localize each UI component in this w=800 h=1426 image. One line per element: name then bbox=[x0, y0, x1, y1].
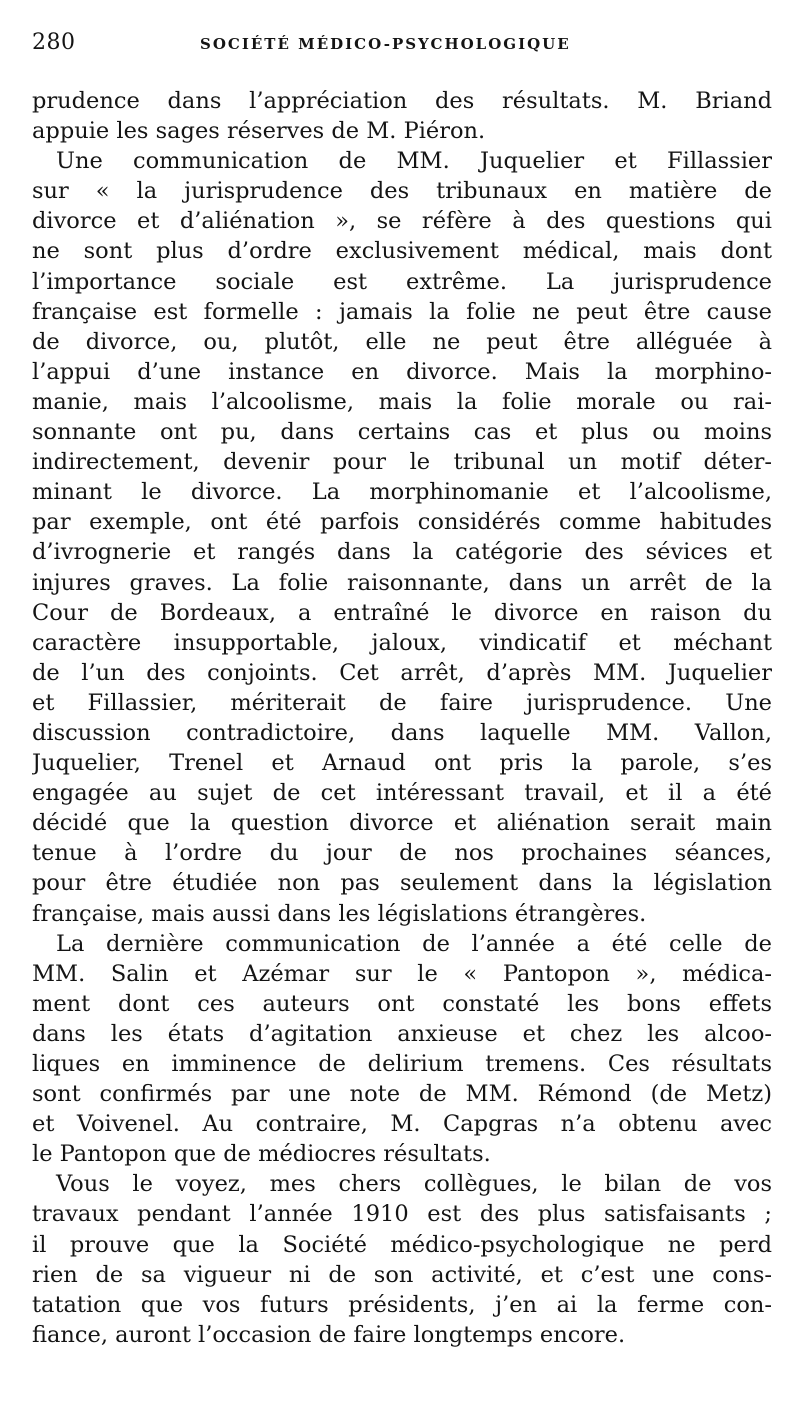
text-line: d’ivrognerie et rangés dans la catégorie des sévices et bbox=[32, 539, 772, 566]
text-line: fiance, auront l’occasion de faire longtemps encore. bbox=[32, 1321, 626, 1348]
text-line: sonnante ont pu, dans certains cas et plus ou moins bbox=[32, 419, 772, 446]
text-line: travaux pendant l’année 1910 est des plus satisfaisants ; bbox=[32, 1201, 772, 1228]
text-line: rien de sa vigueur ni de son activité, et c’est une cons- bbox=[32, 1261, 772, 1288]
text-line: Vous le voyez, mes chers collègues, le bilan de vos bbox=[56, 1171, 772, 1198]
text-line: tatation que vos futurs présidents, j’en ai la ferme con- bbox=[32, 1291, 772, 1318]
text-line: de l’un des conjoints. Cet arrêt, d’après MM. Juquelier bbox=[32, 659, 772, 686]
text-line: MM. Salin et Azémar sur le « Pantopon », médica- bbox=[32, 960, 772, 987]
text-line: caractère insupportable, jaloux, vindicatif et méchant bbox=[32, 629, 772, 656]
text-line: indirectement, devenir pour le tribunal un motif déter- bbox=[32, 449, 772, 476]
running-head bbox=[32, 30, 772, 78]
body-text bbox=[32, 86, 772, 1350]
text-line: il prouve que la Société médico-psychologique ne perd bbox=[32, 1231, 772, 1258]
text-line: sur « la jurisprudence des tribunaux en matière de bbox=[32, 178, 772, 205]
text-line: ne sont plus d’ordre exclusivement médical, mais dont bbox=[32, 238, 772, 265]
text-line: tenue à l’ordre du jour de nos prochaines séances, bbox=[32, 840, 772, 867]
text-line: discussion contradictoire, dans laquelle MM. Vallon, bbox=[32, 719, 772, 746]
text-line: dans les états d’agitation anxieuse et chez les alcoo- bbox=[32, 1020, 772, 1047]
text-line: et Fillassier, mériterait de faire jurisprudence. Une bbox=[32, 689, 772, 716]
text-line: injures graves. La folie raisonnante, dans un arrêt de la bbox=[32, 569, 772, 596]
text-line: décidé que la question divorce et aliénation serait main bbox=[32, 810, 772, 837]
text-line: par exemple, ont été parfois considérés comme habitudes bbox=[32, 509, 772, 536]
text-line: prudence dans l’appréciation des résultats. M. Briand bbox=[32, 88, 772, 114]
text-line: Juquelier, Trenel et Arnaud ont pris la parole, s’es bbox=[32, 750, 772, 777]
text-line: divorce et d’aliénation », se réfère à des questions qui bbox=[32, 208, 772, 235]
text-line: ment dont ces auteurs ont constaté les bons effets bbox=[32, 990, 772, 1017]
text-line: française est formelle : jamais la folie ne peut être cause bbox=[32, 298, 772, 325]
book-page bbox=[32, 30, 772, 1400]
text-line: sont confirmés par une note de MM. Rémond (de Metz) bbox=[32, 1081, 772, 1108]
text-line: de divorce, ou, plutôt, elle ne peut être alléguée à bbox=[32, 328, 772, 355]
text-line: française, mais aussi dans les législations étrangères. bbox=[32, 900, 647, 927]
text-line: Cour de Bordeaux, a entraîné le divorce en raison du bbox=[32, 599, 772, 626]
text-line: liques en imminence de delirium tremens. Ces résultats bbox=[32, 1051, 772, 1077]
text-line: Une communication de MM. Juquelier et Fillassier bbox=[56, 148, 772, 175]
text-line: le Pantopon que de médiocres résultats. bbox=[32, 1141, 491, 1168]
text-line: et Voivenel. Au contraire, M. Capgras n’a obtenu avec bbox=[32, 1111, 772, 1138]
text-line: La dernière communication de l’année a été celle de bbox=[56, 930, 772, 957]
text-line: l’appui d’une instance en divorce. Mais la morphino- bbox=[32, 358, 772, 385]
text-line: l’importance sociale est extrême. La jurisprudence bbox=[32, 268, 772, 295]
running-title: SOCIÉTÉ MÉDICO-PSYCHOLOGIQUE bbox=[200, 35, 571, 53]
page-number: 280 bbox=[32, 30, 76, 55]
text-line: engagée au sujet de cet intéressant travail, et il a été bbox=[32, 780, 772, 807]
text-line: minant le divorce. La morphinomanie et l’alcoolisme, bbox=[32, 479, 772, 506]
text-line: appuie les sages réserves de M. Piéron. bbox=[32, 118, 486, 145]
text-line: pour être étudiée non pas seulement dans la législation bbox=[32, 870, 772, 897]
text-line: manie, mais l’alcoolisme, mais la folie morale ou rai- bbox=[32, 388, 772, 415]
